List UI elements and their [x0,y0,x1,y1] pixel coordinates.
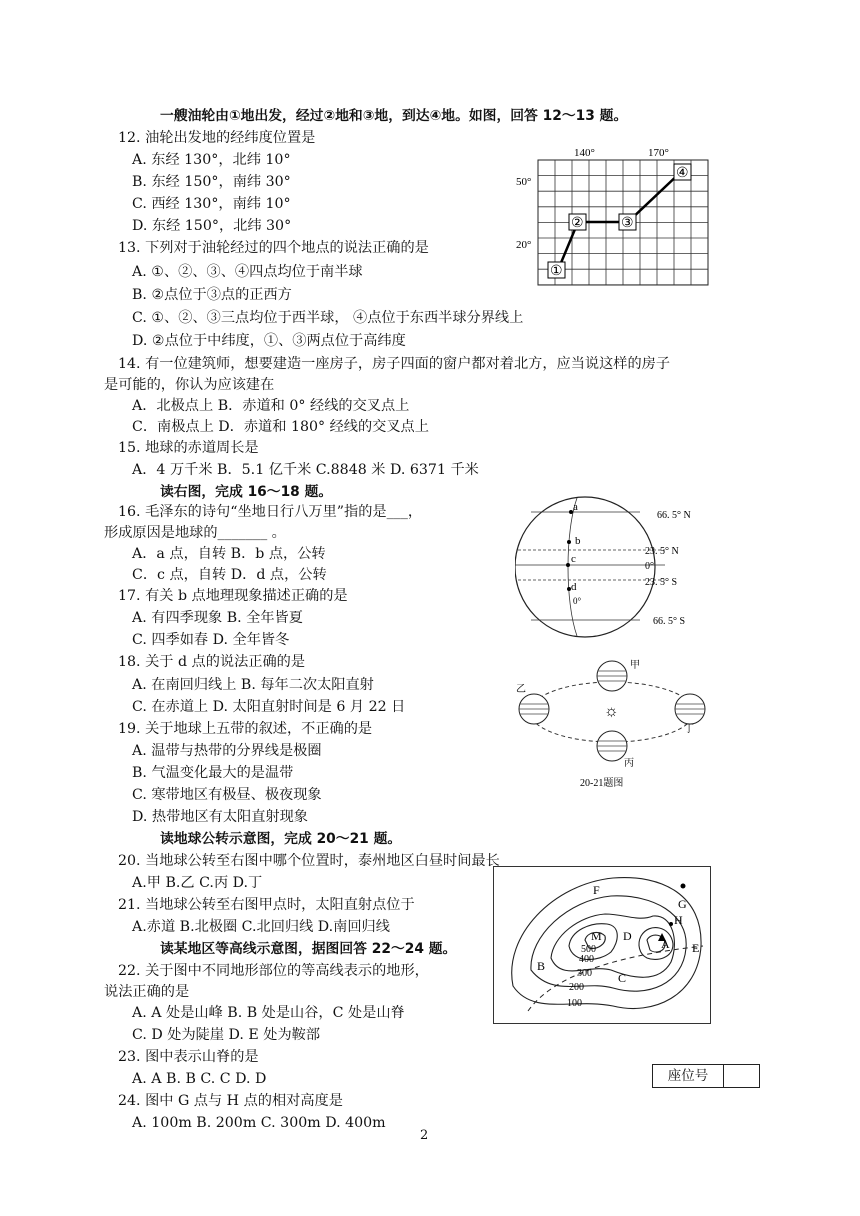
label-e: E [692,941,700,955]
position-yi: 乙 [516,684,526,695]
text-line: 读地球公转示意图，完成 20～21 题。 [160,831,402,847]
text-line: B. 气温变化最大的是温带 [132,765,294,781]
text-line: C．c 点，自转 D．d 点，公转 [132,567,327,583]
text-line: 16. 毛泽东的诗句“坐地日行八万里”指的是___， [118,504,423,520]
earth-revolution-figure [512,654,712,792]
text-line: 20. 当地球公转至右图中哪个位置时，泰州地区白昼时间最长 [118,853,500,869]
text-line: A．4 万千米 B．5.1 亿千米 C.8848 米 D. 6371 千米 [132,462,479,478]
text-line: A.甲 B.乙 C.丙 D.丁 [132,875,263,891]
label-f: F [593,883,600,897]
text-line: 说法正确的是 [104,984,190,1000]
seat-number-box [652,1064,760,1088]
text-line: 18. 关于 d 点的说法正确的是 [118,654,306,670]
text-line: C．南极点上 D．赤道和 180° 经线的交叉点上 [132,419,429,435]
text-line: C. D 处为陡崖 D. E 处为鞍部 [132,1027,321,1043]
text-line: B. 东经 150°，南纬 30° [132,174,291,190]
point-3: ③ [621,216,634,231]
seat-number-label: 座位号 [653,1065,724,1087]
equator-label: 0° [645,561,654,572]
text-line: 是可能的，你认为应该建在 [104,377,275,393]
label-d: D [623,929,632,943]
text-line: 14. 有一位建筑师，想要建造一座房子，房子四面的窗户都对着北方，应当说这样的房子 [118,356,671,372]
text-line: 12. 油轮出发地的经纬度位置是 [118,130,316,146]
contour-200: 200 [569,982,584,993]
label-c: C [618,971,627,985]
text-line: 读右图，完成 16～18 题。 [160,484,333,500]
text-line: A．a 点，自转 B．b 点，公转 [132,546,326,562]
text-line: A.赤道 B.北极圈 C.北回归线 D.南回归线 [132,919,390,935]
text-line: 形成原因是地球的_______ 。 [104,525,286,541]
contour-map-figure [493,866,711,1024]
globe-latitude-figure [515,492,715,642]
prime-meridian-label: 0° [573,596,582,606]
lat-label-20: 20° [516,239,532,251]
contour-100: 100 [567,998,582,1009]
text-line: A. 100m B. 200m C. 300m D. 400m [132,1115,386,1131]
position-bing: 丙 [624,758,634,769]
text-line: 读某地区等高线示意图，据图回答 22～24 题。 [160,941,457,957]
text-line: C. ①、②、③三点均位于西半球， ④点位于东西半球分界线上 [132,310,524,326]
label-b: B [537,959,546,973]
contour-300: 300 [577,968,592,979]
text-line: A．北极点上 B．赤道和 0° 经线的交叉点上 [132,398,410,414]
text-line: C. 在赤道上 D. 太阳直射时间是 6 月 22 日 [132,699,406,715]
lon-label-140: 140° [574,147,595,159]
text-line: A. 温带与热带的分界线是极圈 [132,743,322,759]
lon-label-170: 170° [648,147,669,159]
lat-label-50: 50° [516,176,532,188]
point-d: d [571,581,577,593]
text-line: 23. 图中表示山脊的是 [118,1049,259,1065]
text-line: A. ①、②、③、④四点均位于南半球 [132,264,363,280]
text-line: D. 东经 150°，北纬 30° [132,218,292,234]
point-4: ④ [676,166,689,181]
text-line: 17. 有关 b 点地理现象描述正确的是 [118,588,348,604]
text-line: A. A B. B C. C D. D [132,1071,267,1087]
text-line: 21. 当地球公转至右图甲点时，太阳直射点位于 [118,897,415,913]
text-line: A. A 处是山峰 B. B 处是山谷，C 处是山脊 [132,1005,405,1021]
text-line: D. 热带地区有太阳直射现象 [132,809,308,825]
lat-235n-label: 23. 5° N [645,546,679,557]
point-b: b [575,535,581,547]
point-a: a [573,501,578,513]
position-ding: 丁 [684,724,694,735]
label-a: A [661,937,670,951]
page-number: 2 [420,1128,429,1143]
text-line: D. ②点位于中纬度，①、③两点位于高纬度 [132,333,406,349]
text-line: A. 有四季现象 B. 全年皆夏 [132,610,303,626]
point-c: c [571,553,576,565]
text-line: A. 在南回归线上 B. 每年二次太阳直射 [132,677,374,693]
text-line: C. 寒带地区有极昼、极夜现象 [132,787,322,803]
text-line: 19. 关于地球上五带的叙述，不正确的是 [118,721,373,737]
lat-665n-label: 66. 5° N [657,510,691,521]
lat-235s-label: 23. 5° S [645,577,678,588]
text-line: B. ②点位于③点的正西方 [132,287,292,303]
sun-icon: ☼ [604,703,619,720]
text-line: C. 西经 130°，南纬 10° [132,196,291,212]
route-grid-figure [508,140,718,288]
label-m: M [591,929,602,943]
contour-500: 500 [581,944,596,955]
text-line: 一艘油轮由①地出发，经过②地和③地，到达④地。如图，回答 12～13 题。 [160,108,628,124]
point-1: ① [550,264,563,279]
point-2: ② [571,216,584,231]
lat-665s-label: 66. 5° S [653,616,686,627]
contour-400: 400 [579,954,594,965]
text-line: C. 四季如春 D. 全年皆冬 [132,632,290,648]
text-line: 24. 图中 G 点与 H 点的相对高度是 [118,1093,343,1109]
seat-number-field[interactable] [724,1065,759,1087]
label-h: H [674,913,683,927]
text-line: 22. 关于图中不同地形部位的等高线表示的地形， [118,963,429,979]
text-line: A. 东经 130°，北纬 10° [132,152,291,168]
text-line: 13. 下列对于油轮经过的四个地点的说法正确的是 [118,240,429,256]
position-jia: 甲 [630,660,640,671]
label-g: G [678,897,687,911]
figure-caption: 20-21题图 [580,778,624,789]
text-line: 15. 地球的赤道周长是 [118,440,259,456]
